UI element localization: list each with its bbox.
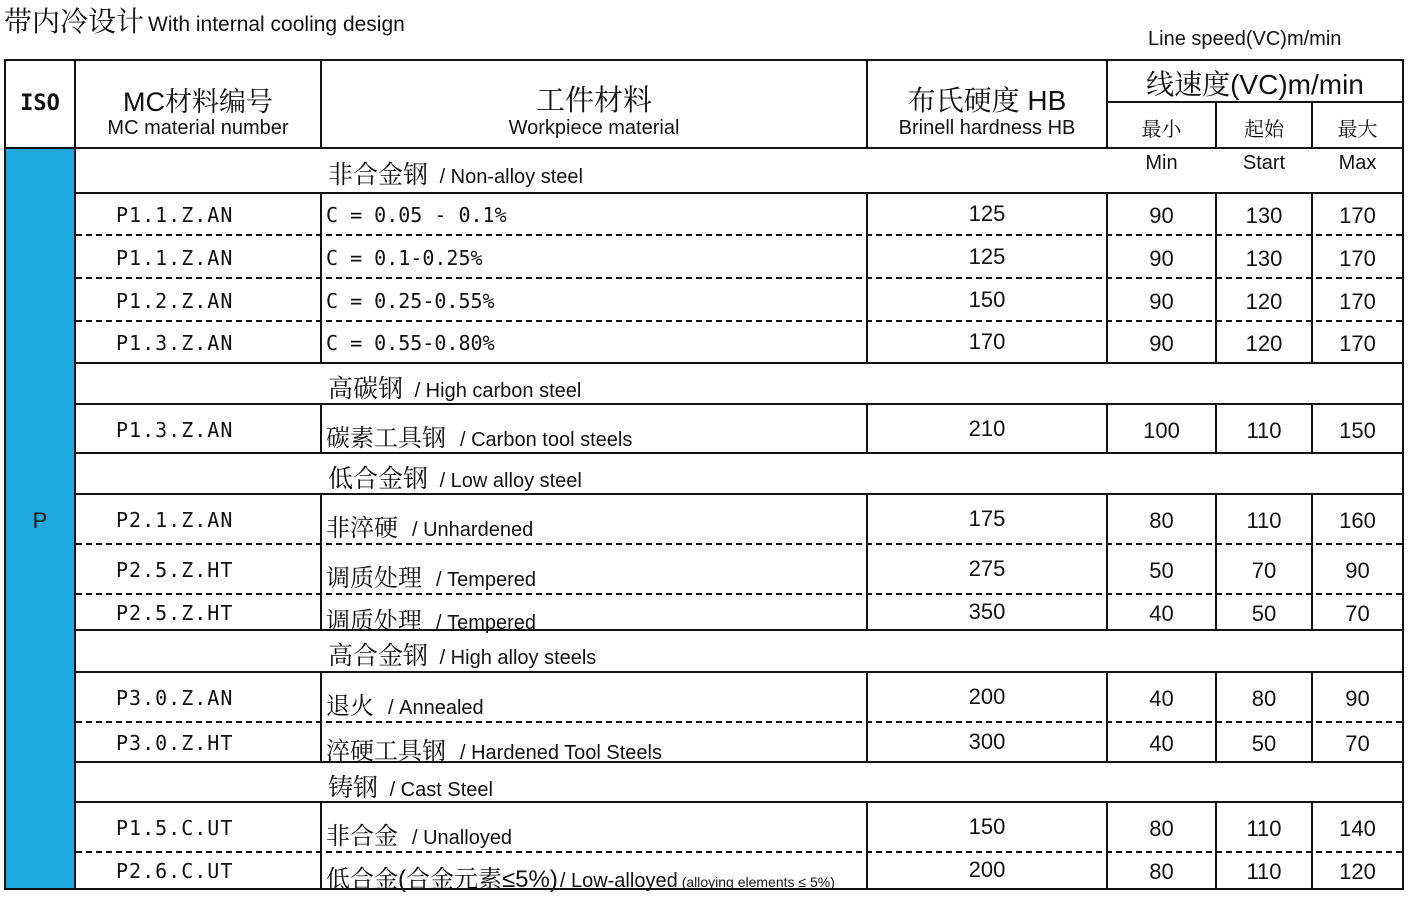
- header-min: 最小: [1108, 103, 1215, 147]
- workpiece-en: / Tempered: [436, 612, 537, 634]
- material-code: P1.1.Z.AN: [116, 246, 234, 270]
- vc-min-value: 90: [1149, 203, 1174, 228]
- row-divider: [76, 320, 1402, 322]
- header-vc-divider: [1106, 101, 1402, 103]
- row-divider: [76, 851, 1402, 853]
- vc-min-value: 80: [1149, 859, 1174, 884]
- header-iso: ISO: [6, 61, 74, 147]
- material-code: P1.2.Z.AN: [116, 289, 234, 313]
- material-code: P1.3.Z.AN: [116, 331, 234, 355]
- workpiece-zh: 淬硬工具钢: [326, 738, 446, 765]
- vc-max-value: 140: [1339, 816, 1376, 841]
- material-code: P2.6.C.UT: [116, 859, 234, 883]
- category-zh: 高合金钢: [328, 642, 429, 670]
- workpiece-material: [326, 289, 495, 314]
- workpiece-material: [326, 558, 536, 593]
- hardness-value: 350: [968, 599, 1006, 624]
- hardness-value: 175: [968, 506, 1006, 531]
- workpiece-en: / Low-alloyed: [559, 870, 678, 892]
- material-code: P1.3.Z.AN: [116, 418, 234, 442]
- category-label: [328, 155, 583, 191]
- row-col-line: [320, 593, 322, 630]
- category-zh: 铸钢: [328, 774, 379, 802]
- category-label: [328, 369, 581, 405]
- hardness-value: 275: [968, 556, 1006, 581]
- vc-max-value: 90: [1345, 558, 1370, 583]
- row-col-line: [320, 801, 322, 852]
- material-code: P3.0.Z.HT: [116, 731, 234, 755]
- category-en: / Non-alloy steel: [434, 166, 583, 188]
- vc-start-value: 80: [1251, 686, 1277, 711]
- vc-min-value: 40: [1149, 601, 1174, 626]
- row-divider: [76, 543, 1402, 545]
- workpiece-zh: 调质处理: [326, 565, 422, 592]
- workpiece-zh: 非淬硬: [326, 515, 398, 542]
- category-label: [328, 459, 582, 495]
- vc-start-value: 70: [1251, 558, 1277, 583]
- workpiece-note: (alloying elements ≤ 5%): [681, 874, 835, 890]
- vc-min-value: 50: [1149, 558, 1174, 583]
- title-zh: 带内冷设计: [4, 6, 145, 37]
- row-divider: [76, 593, 1402, 595]
- page-title: [4, 4, 405, 43]
- row-col-line: [320, 234, 322, 278]
- hardness-value: 150: [968, 287, 1006, 312]
- workpiece-en: / Unhardened: [412, 519, 534, 541]
- row-col-line: [320, 277, 322, 321]
- workpiece-en: / Carbon tool steels: [460, 429, 633, 451]
- col-line-hb: [1106, 61, 1108, 147]
- vc-min-value: 100: [1143, 418, 1180, 443]
- row-divider: [76, 452, 1402, 454]
- category-en: / High carbon steel: [409, 380, 582, 402]
- category-en: / Low alloy steel: [434, 470, 582, 492]
- row-divider: [76, 721, 1402, 723]
- workpiece-zh: C = 0.25-0.55%: [326, 289, 495, 313]
- row-col-line: [320, 543, 322, 594]
- vc-start-value: 110: [1246, 859, 1282, 884]
- category-label: [328, 636, 596, 672]
- col-line-mc: [320, 61, 322, 147]
- workpiece-zh: C = 0.05 - 0.1%: [326, 203, 507, 227]
- material-code: P2.5.Z.HT: [116, 558, 234, 582]
- workpiece-material: [326, 686, 484, 721]
- category-label: [328, 768, 493, 804]
- hardness-value: 200: [968, 684, 1006, 709]
- vc-max-value: 70: [1345, 601, 1370, 626]
- row-col-line: [320, 851, 322, 888]
- material-code: P2.1.Z.AN: [116, 508, 234, 532]
- category-zh: 高碳钢: [328, 375, 404, 403]
- row-col-line: [320, 721, 322, 762]
- row-divider: [76, 801, 1402, 803]
- vc-max-value: 160: [1339, 508, 1376, 533]
- vc-min-value: 80: [1149, 508, 1174, 533]
- workpiece-zh: 低合金(合金元素≤5%): [326, 866, 558, 893]
- workpiece-en: / Tempered: [436, 569, 537, 591]
- vc-start-value: 120: [1245, 289, 1283, 314]
- workpiece-zh: 调质处理: [326, 608, 422, 635]
- row-divider: [76, 403, 1402, 405]
- row-col-line: [320, 493, 322, 544]
- workpiece-material: [326, 418, 632, 453]
- workpiece-en: / Unalloyed: [412, 827, 513, 849]
- vc-min-value: 40: [1149, 686, 1174, 711]
- hardness-value: 125: [968, 244, 1006, 269]
- header-bottom-line: [6, 147, 1402, 149]
- vc-max-value: 170: [1339, 246, 1376, 271]
- hardness-value: 125: [968, 201, 1006, 226]
- header-start: 起始: [1217, 103, 1311, 147]
- vc-max-value: 120: [1339, 859, 1376, 884]
- material-code: P1.5.C.UT: [116, 816, 234, 840]
- vc-start-value: 50: [1251, 731, 1277, 756]
- workpiece-zh: C = 0.1-0.25%: [326, 246, 483, 270]
- col-line-wp: [866, 61, 868, 147]
- vc-min-value: 90: [1149, 289, 1174, 314]
- hardness-value: 150: [968, 814, 1006, 839]
- row-col-line: [320, 320, 322, 363]
- title-en: With internal cooling design: [148, 13, 405, 36]
- vc-min-value: 90: [1149, 246, 1174, 271]
- workpiece-zh: 退火: [326, 693, 374, 720]
- row-divider: [76, 362, 1402, 364]
- vc-max-value: 70: [1345, 731, 1370, 756]
- sub-start-en: Start: [1242, 152, 1286, 174]
- row-col-line: [320, 192, 322, 235]
- header-workpiece: 工件材料 Workpiece material: [322, 61, 866, 147]
- workpiece-zh: 非合金: [326, 823, 398, 850]
- row-divider: [76, 761, 1402, 763]
- col-line-iso: [74, 61, 76, 888]
- workpiece-zh: 碳素工具钢: [326, 425, 446, 452]
- header-mc-number: MC材料编号 MC material number: [76, 61, 320, 147]
- header-hardness: 布氏硬度 HB Brinell hardness HB: [868, 61, 1106, 147]
- vc-start-value: 110: [1246, 508, 1282, 533]
- vc-start-value: 110: [1246, 816, 1282, 841]
- workpiece-material: [326, 816, 512, 851]
- category-zh: 低合金钢: [328, 465, 429, 493]
- row-divider: [76, 493, 1402, 495]
- workpiece-en: / Annealed: [388, 697, 484, 719]
- col-line-min: [1215, 101, 1217, 147]
- workpiece-material: [326, 203, 507, 228]
- workpiece-material: [326, 508, 533, 543]
- header-line-speed: 线速度(VC)m/min: [1108, 61, 1402, 101]
- workpiece-material: [326, 859, 835, 894]
- workpiece-zh: C = 0.55-0.80%: [326, 331, 495, 355]
- hardness-value: 170: [968, 329, 1006, 354]
- sub-min-en: Min: [1145, 152, 1178, 174]
- vc-start-value: 130: [1245, 203, 1283, 228]
- row-divider: [76, 192, 1402, 194]
- vc-max-value: 170: [1339, 203, 1376, 228]
- category-en: / Cast Steel: [384, 779, 493, 801]
- row-divider: [76, 629, 1402, 631]
- vc-max-value: 150: [1339, 418, 1376, 443]
- material-code: P3.0.Z.AN: [116, 686, 234, 710]
- row-col-line: [320, 403, 322, 453]
- vc-min-value: 40: [1149, 731, 1174, 756]
- material-code: P2.5.Z.HT: [116, 601, 234, 625]
- category-en: / High alloy steels: [434, 647, 597, 669]
- row-divider: [76, 234, 1402, 236]
- vc-min-value: 90: [1149, 331, 1174, 356]
- vc-max-value: 170: [1339, 331, 1376, 356]
- hardness-value: 210: [968, 416, 1006, 441]
- category-zh: 非合金钢: [328, 161, 429, 189]
- workpiece-en: / Hardened Tool Steels: [460, 742, 662, 764]
- vc-max-value: 90: [1345, 686, 1370, 711]
- material-code: P1.1.Z.AN: [116, 203, 234, 227]
- vc-max-value: 170: [1339, 289, 1376, 314]
- row-divider: [76, 671, 1402, 673]
- vc-start-value: 120: [1245, 331, 1283, 356]
- hardness-value: 200: [968, 857, 1006, 882]
- vc-start-value: 110: [1246, 418, 1282, 443]
- cutting-data-table: [4, 59, 1404, 890]
- workpiece-material: [326, 331, 495, 356]
- vc-start-value: 50: [1251, 601, 1277, 626]
- col-line-start: [1311, 101, 1313, 147]
- header-max: 最大: [1313, 103, 1402, 147]
- vc-min-value: 80: [1149, 816, 1174, 841]
- speed-unit-label: Line speed(VC)m/min: [1148, 28, 1342, 50]
- iso-group-letter: P: [32, 508, 48, 533]
- workpiece-material: [326, 246, 483, 271]
- hardness-value: 300: [968, 729, 1006, 754]
- row-col-line: [320, 671, 322, 722]
- sub-max-en: Max: [1338, 152, 1377, 174]
- row-divider: [76, 277, 1402, 279]
- vc-start-value: 130: [1245, 246, 1283, 271]
